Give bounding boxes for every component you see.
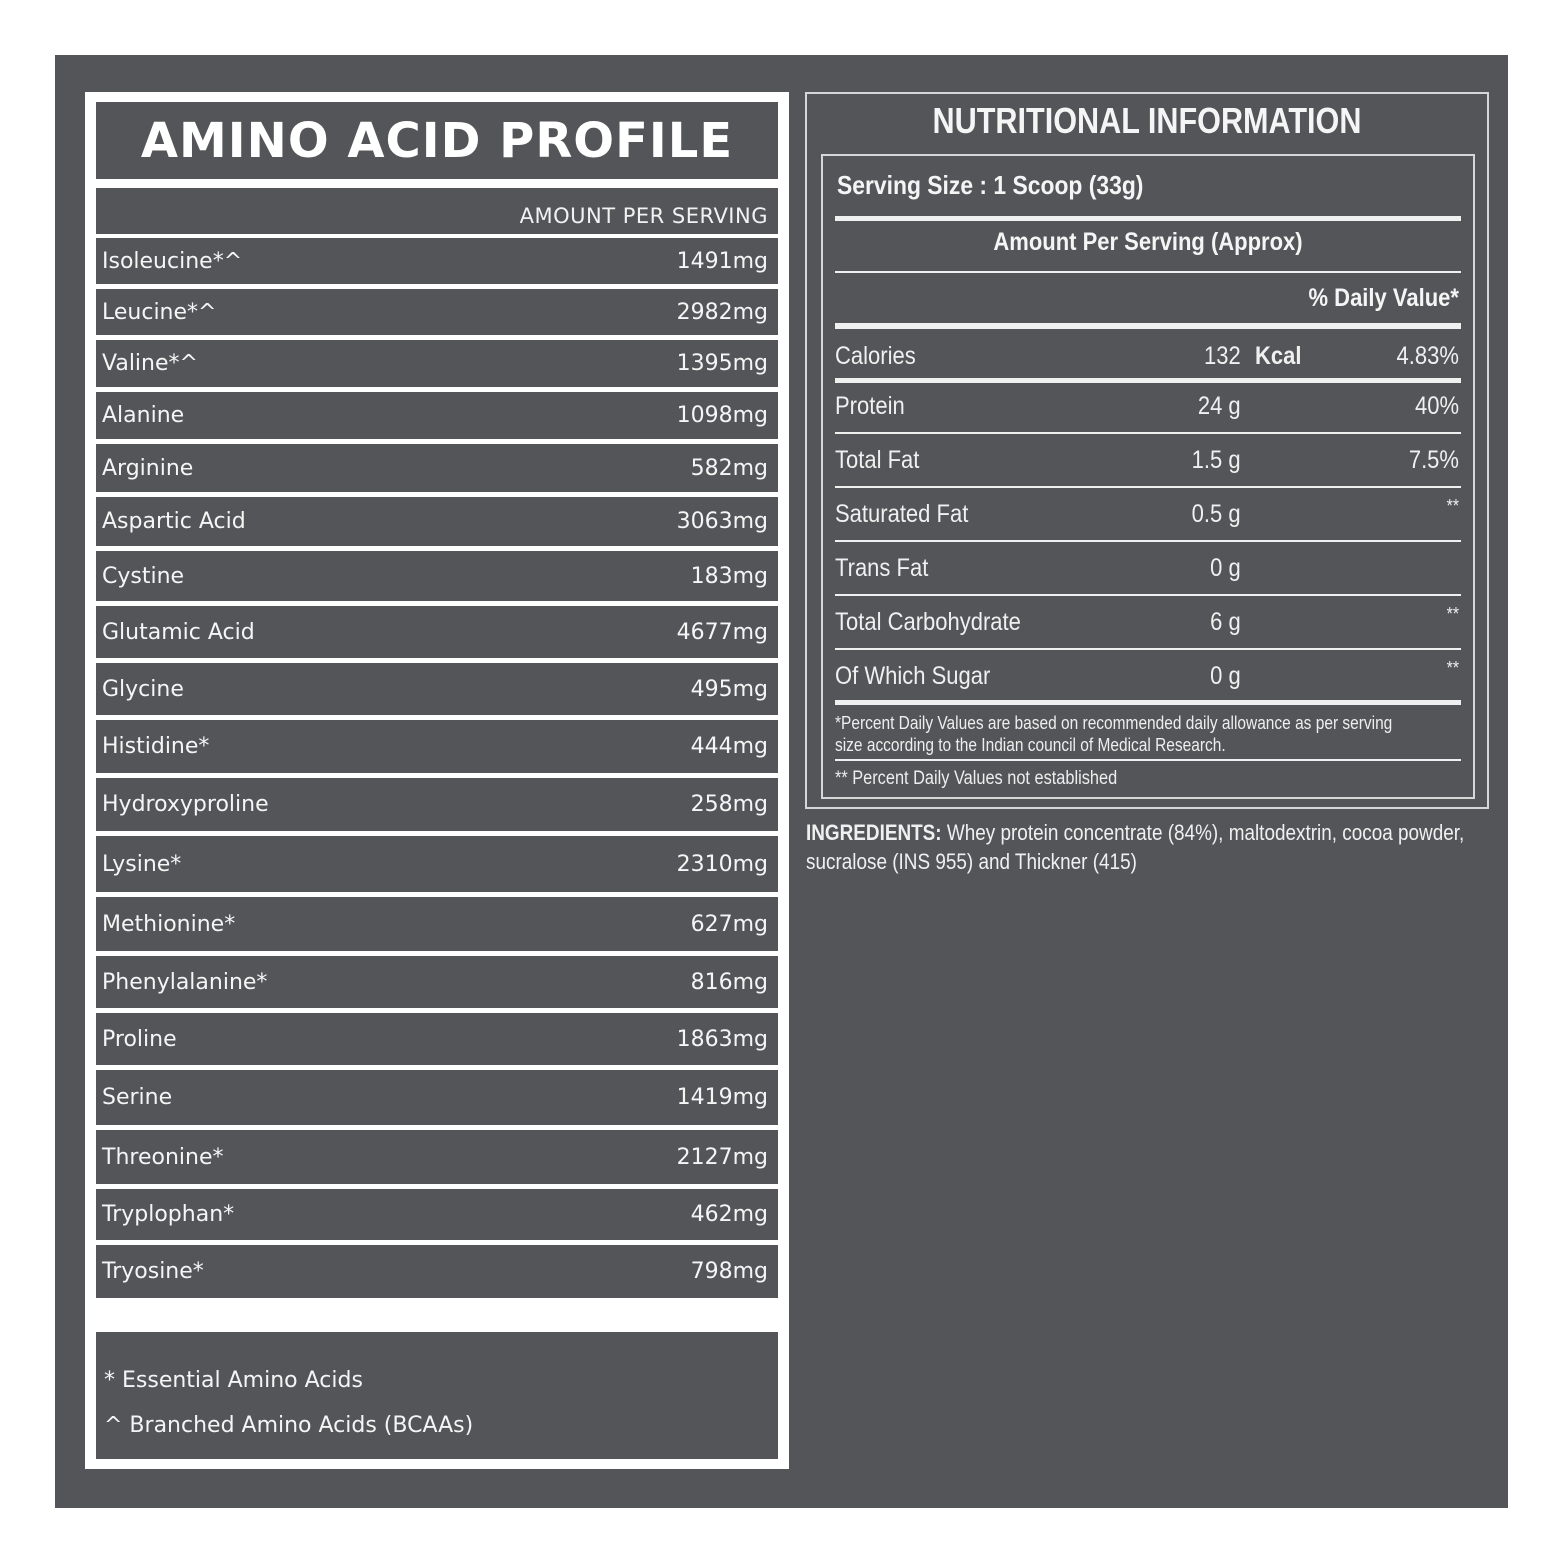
amino-name: Serine bbox=[102, 1085, 173, 1110]
divider bbox=[835, 759, 1461, 761]
nutrient-label: Trans Fat bbox=[835, 554, 929, 582]
amino-name: Histidine* bbox=[102, 734, 210, 759]
nutrient-label: Total Carbohydrate bbox=[835, 608, 1021, 636]
amino-row bbox=[96, 836, 778, 892]
amino-name: Glycine bbox=[102, 676, 184, 702]
nutrition-row bbox=[835, 604, 1461, 638]
amino-row bbox=[96, 606, 778, 658]
nutrient-amount: 0 g bbox=[1210, 662, 1241, 690]
amino-row bbox=[96, 663, 778, 715]
amino-amount: 495mg bbox=[690, 676, 768, 702]
nutrient-amount: 6 g bbox=[1210, 608, 1241, 636]
nutrient-daily-value: ** bbox=[1446, 604, 1459, 624]
amino-amount: 582mg bbox=[690, 455, 768, 481]
amino-row bbox=[96, 444, 778, 492]
amino-acid-list bbox=[96, 238, 778, 1298]
amino-amount: 183mg bbox=[690, 563, 768, 589]
amino-row bbox=[96, 340, 778, 387]
nutrient-amount: 1.5 g bbox=[1192, 446, 1241, 474]
nutrient-daily-value: 40% bbox=[1414, 392, 1459, 420]
amino-row bbox=[96, 551, 778, 601]
amino-row bbox=[96, 497, 778, 546]
nutrient-label: Saturated Fat bbox=[835, 500, 969, 528]
amino-row bbox=[96, 1070, 778, 1125]
amino-acid-profile-card bbox=[85, 92, 789, 1469]
amino-name: Tryosine* bbox=[102, 1259, 204, 1284]
amino-row bbox=[96, 1245, 778, 1298]
amino-name: Aspartic Acid bbox=[102, 509, 246, 534]
nutrient-label: Total Fat bbox=[835, 446, 920, 474]
amino-row bbox=[96, 238, 778, 284]
amino-row bbox=[96, 1189, 778, 1240]
divider bbox=[835, 323, 1461, 329]
divider bbox=[835, 271, 1461, 273]
nutrient-amount: 132 bbox=[1204, 342, 1241, 370]
divider bbox=[835, 594, 1461, 596]
nutrient-label: Of Which Sugar bbox=[835, 662, 991, 690]
divider bbox=[835, 378, 1461, 383]
nutrient-amount: 24 g bbox=[1198, 392, 1241, 420]
amino-profile-title: AMINO ACID PROFILE bbox=[96, 102, 778, 179]
amino-amount: 2127mg bbox=[676, 1144, 768, 1170]
divider bbox=[835, 700, 1461, 705]
amino-row bbox=[96, 897, 778, 951]
divider bbox=[835, 486, 1461, 488]
amino-name: Lysine* bbox=[102, 851, 182, 877]
nutrition-title: NUTRITIONAL INFORMATION bbox=[932, 100, 1362, 141]
nutrient-daily-value: ** bbox=[1446, 496, 1459, 516]
amino-amount: 258mg bbox=[690, 792, 768, 817]
amino-amount: 462mg bbox=[690, 1202, 768, 1227]
nutrient-amount: 0 g bbox=[1210, 554, 1241, 582]
nutrition-row bbox=[835, 658, 1461, 692]
amino-amount: 1395mg bbox=[676, 351, 768, 376]
ingredients bbox=[806, 818, 1494, 876]
not-established-footnote: ** Percent Daily Values not established bbox=[835, 768, 1118, 789]
nutrition-row bbox=[835, 496, 1461, 530]
amino-name: Threonine* bbox=[102, 1144, 224, 1170]
amino-row bbox=[96, 778, 778, 831]
amount-per-serving-header: AMOUNT PER SERVING bbox=[96, 188, 778, 234]
nutrient-daily-value: 7.5% bbox=[1408, 446, 1459, 474]
amino-name: Phenylalanine* bbox=[102, 969, 268, 995]
amino-footnotes bbox=[96, 1332, 778, 1459]
amino-row bbox=[96, 956, 778, 1008]
amino-amount: 1863mg bbox=[676, 1026, 768, 1052]
nutrient-amount: 0.5 g bbox=[1192, 500, 1241, 528]
nutrition-card bbox=[805, 92, 1489, 809]
amino-amount: 444mg bbox=[690, 734, 768, 759]
nutrition-table bbox=[821, 154, 1475, 799]
amino-row bbox=[96, 1013, 778, 1065]
nutrient-unit: Kcal bbox=[1255, 342, 1302, 370]
amino-name: Proline bbox=[102, 1026, 177, 1052]
amino-row bbox=[96, 720, 778, 773]
amino-name: Tryplophan* bbox=[102, 1202, 235, 1227]
amino-amount: 798mg bbox=[690, 1259, 768, 1284]
amino-amount: 1419mg bbox=[676, 1085, 768, 1110]
amino-amount: 1098mg bbox=[676, 403, 768, 428]
amino-amount: 4677mg bbox=[676, 619, 768, 645]
amino-row bbox=[96, 289, 778, 335]
serving-size: Serving Size : 1 Scoop (33g) bbox=[837, 170, 1144, 200]
nutrition-row bbox=[835, 554, 1461, 584]
amino-name: Methionine* bbox=[102, 911, 236, 937]
nutrition-row bbox=[835, 446, 1461, 476]
amino-name: Alanine bbox=[102, 403, 185, 428]
amino-amount: 2310mg bbox=[676, 851, 768, 877]
nutrition-row bbox=[835, 342, 1461, 372]
daily-value-heading: % Daily Value* bbox=[1308, 284, 1459, 312]
divider bbox=[835, 540, 1461, 542]
footnote-bcaa: ^ Branched Amino Acids (BCAAs) bbox=[104, 1413, 474, 1438]
amino-amount: 816mg bbox=[690, 969, 768, 995]
ingredients-label: INGREDIENTS: bbox=[806, 820, 942, 845]
amino-name: Hydroxyproline bbox=[102, 792, 269, 817]
amino-amount: 3063mg bbox=[676, 509, 768, 534]
ingredients-text: Whey protein concentrate (84%), maltodextrin, cocoa powder, sucralose (INS 955) and Thickner (415) bbox=[806, 820, 1465, 874]
amino-amount: 627mg bbox=[690, 911, 768, 937]
nutrition-row bbox=[835, 392, 1461, 422]
amino-row bbox=[96, 392, 778, 439]
amino-name: Glutamic Acid bbox=[102, 619, 255, 645]
divider bbox=[835, 432, 1461, 434]
amino-amount: 2982mg bbox=[676, 299, 768, 325]
amino-name: Valine*^ bbox=[102, 351, 198, 376]
amount-per-serving-heading: Amount Per Serving (Approx) bbox=[993, 228, 1303, 256]
nutrient-label: Protein bbox=[835, 392, 905, 420]
amino-row bbox=[96, 1130, 778, 1184]
nutrient-label: Calories bbox=[835, 342, 916, 370]
divider bbox=[835, 648, 1461, 650]
amino-name: Cystine bbox=[102, 563, 185, 589]
amino-name: Isoleucine*^ bbox=[102, 248, 243, 274]
amino-name: Leucine*^ bbox=[102, 299, 217, 325]
divider bbox=[835, 216, 1461, 221]
daily-value-footnote: *Percent Daily Values are based on recommended daily allowance as per serving size according to the Indian council of Medical Research. bbox=[835, 713, 1393, 755]
nutrient-daily-value: 4.83% bbox=[1396, 342, 1459, 370]
amino-amount: 1491mg bbox=[676, 248, 768, 274]
amino-name: Arginine bbox=[102, 455, 194, 481]
nutrient-daily-value: ** bbox=[1446, 658, 1459, 678]
footnote-essential: * Essential Amino Acids bbox=[104, 1368, 363, 1393]
